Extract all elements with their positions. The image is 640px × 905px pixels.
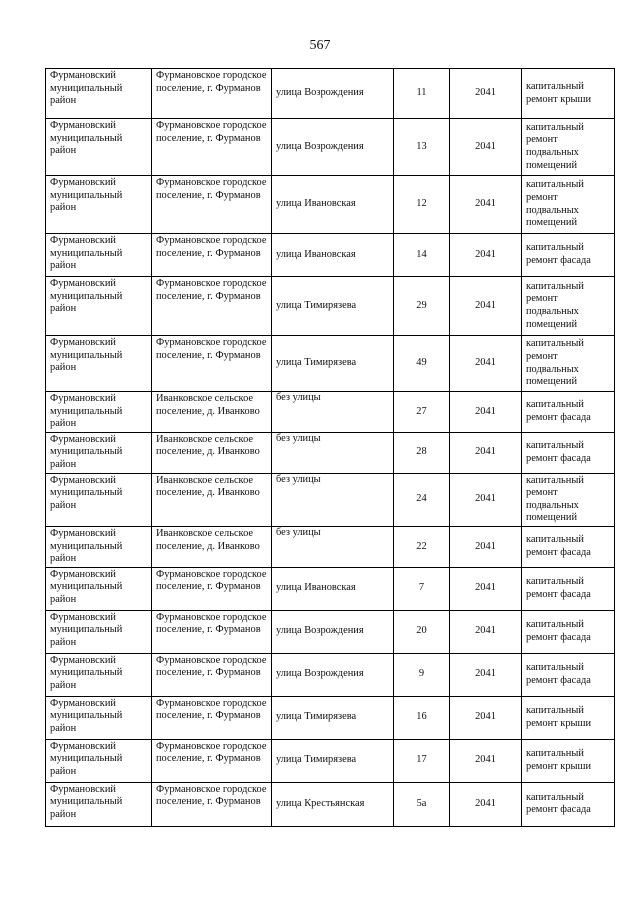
settlement-cell: Фурмановское городское поселение, г. Фурманов — [152, 119, 272, 176]
street-cell: улица Ивановская — [272, 567, 394, 610]
settlement-cell: Фурмановское городское поселение, г. Фурманов — [152, 567, 272, 610]
house-cell: 16 — [394, 696, 450, 739]
settlement-cell: Фурмановское городское поселение, г. Фурманов — [152, 653, 272, 696]
year-cell: 2041 — [450, 526, 522, 567]
street-cell: без улицы — [272, 473, 394, 526]
district-cell: Фурмановский муниципальный район — [46, 782, 152, 826]
district-cell: Фурмановский муниципальный район — [46, 739, 152, 782]
house-cell: 9 — [394, 653, 450, 696]
street-cell: улица Ивановская — [272, 234, 394, 277]
settlement-cell: Фурмановское городское поселение, г. Фурманов — [152, 739, 272, 782]
page-number: 567 — [309, 38, 331, 53]
district-cell: Фурмановский муниципальный район — [46, 119, 152, 176]
work-cell: капитальный ремонт подвальных помещений — [522, 119, 615, 176]
district-cell: Фурмановский муниципальный район — [46, 69, 152, 119]
house-cell: 14 — [394, 234, 450, 277]
table-row — [46, 567, 615, 610]
district-cell: Фурмановский муниципальный район — [46, 696, 152, 739]
table-row — [46, 234, 615, 277]
street-cell: улица Крестьянская — [272, 782, 394, 826]
year-cell: 2041 — [450, 392, 522, 433]
year-cell: 2041 — [450, 782, 522, 826]
district-cell: Фурмановский муниципальный район — [46, 392, 152, 433]
year-cell: 2041 — [450, 432, 522, 473]
house-cell: 17 — [394, 739, 450, 782]
house-cell: 28 — [394, 432, 450, 473]
table-row — [46, 696, 615, 739]
street-cell: улица Возрождения — [272, 119, 394, 176]
house-cell: 7 — [394, 567, 450, 610]
table-row — [46, 336, 615, 392]
table-row — [46, 653, 615, 696]
year-cell: 2041 — [450, 567, 522, 610]
year-cell: 2041 — [450, 610, 522, 653]
house-cell: 22 — [394, 526, 450, 567]
street-cell: улица Возрождения — [272, 653, 394, 696]
year-cell: 2041 — [450, 234, 522, 277]
settlement-cell: Фурмановское городское поселение, г. Фурманов — [152, 336, 272, 392]
district-cell: Фурмановский муниципальный район — [46, 653, 152, 696]
year-cell: 2041 — [450, 653, 522, 696]
repair-schedule-table — [45, 68, 615, 827]
street-cell: улица Тимирязева — [272, 277, 394, 336]
district-cell: Фурмановский муниципальный район — [46, 176, 152, 234]
district-cell: Фурмановский муниципальный район — [46, 610, 152, 653]
settlement-cell: Фурмановское городское поселение, г. Фурманов — [152, 696, 272, 739]
house-cell: 13 — [394, 119, 450, 176]
district-cell: Фурмановский муниципальный район — [46, 567, 152, 610]
work-cell: капитальный ремонт фасада — [522, 392, 615, 433]
work-cell: капитальный ремонт крыши — [522, 739, 615, 782]
house-cell: 49 — [394, 336, 450, 392]
house-cell: 29 — [394, 277, 450, 336]
settlement-cell: Иванковское сельское поселение, д. Иванково — [152, 432, 272, 473]
table-row — [46, 610, 615, 653]
work-cell: капитальный ремонт фасада — [522, 432, 615, 473]
settlement-cell: Иванковское сельское поселение, д. Иванково — [152, 392, 272, 433]
year-cell: 2041 — [450, 473, 522, 526]
table-body — [46, 69, 615, 827]
table-row — [46, 392, 615, 433]
street-cell: улица Возрождения — [272, 69, 394, 119]
year-cell: 2041 — [450, 336, 522, 392]
work-cell: капитальный ремонт крыши — [522, 696, 615, 739]
district-cell: Фурмановский муниципальный район — [46, 277, 152, 336]
settlement-cell: Фурмановское городское поселение, г. Фурманов — [152, 610, 272, 653]
table-row — [46, 69, 615, 119]
work-cell: капитальный ремонт фасада — [522, 653, 615, 696]
year-cell: 2041 — [450, 696, 522, 739]
district-cell: Фурмановский муниципальный район — [46, 234, 152, 277]
settlement-cell: Иванковское сельское поселение, д. Иванково — [152, 526, 272, 567]
work-cell: капитальный ремонт подвальных помещений — [522, 473, 615, 526]
street-cell: улица Тимирязева — [272, 336, 394, 392]
house-cell: 12 — [394, 176, 450, 234]
house-cell: 24 — [394, 473, 450, 526]
work-cell: капитальный ремонт подвальных помещений — [522, 277, 615, 336]
street-cell: улица Ивановская — [272, 176, 394, 234]
work-cell: капитальный ремонт фасада — [522, 782, 615, 826]
table-row — [46, 526, 615, 567]
year-cell: 2041 — [450, 739, 522, 782]
street-cell: улица Тимирязева — [272, 696, 394, 739]
house-cell: 11 — [394, 69, 450, 119]
table-row — [46, 432, 615, 473]
district-cell: Фурмановский муниципальный район — [46, 336, 152, 392]
street-cell: улица Тимирязева — [272, 739, 394, 782]
district-cell: Фурмановский муниципальный район — [46, 473, 152, 526]
settlement-cell: Фурмановское городское поселение, г. Фурманов — [152, 176, 272, 234]
settlement-cell: Фурмановское городское поселение, г. Фурманов — [152, 234, 272, 277]
house-cell: 20 — [394, 610, 450, 653]
work-cell: капитальный ремонт фасада — [522, 610, 615, 653]
work-cell: капитальный ремонт подвальных помещений — [522, 336, 615, 392]
street-cell: без улицы — [272, 392, 394, 433]
year-cell: 2041 — [450, 69, 522, 119]
district-cell: Фурмановский муниципальный район — [46, 432, 152, 473]
street-cell: без улицы — [272, 432, 394, 473]
house-cell: 27 — [394, 392, 450, 433]
table-row — [46, 782, 615, 826]
settlement-cell: Иванковское сельское поселение, д. Иванково — [152, 473, 272, 526]
work-cell: капитальный ремонт подвальных помещений — [522, 176, 615, 234]
work-cell: капитальный ремонт фасада — [522, 567, 615, 610]
work-cell: капитальный ремонт фасада — [522, 234, 615, 277]
year-cell: 2041 — [450, 277, 522, 336]
street-cell: без улицы — [272, 526, 394, 567]
street-cell: улица Возрождения — [272, 610, 394, 653]
year-cell: 2041 — [450, 119, 522, 176]
work-cell: капитальный ремонт фасада — [522, 526, 615, 567]
work-cell: капитальный ремонт крыши — [522, 69, 615, 119]
house-cell: 5а — [394, 782, 450, 826]
table-row — [46, 277, 615, 336]
settlement-cell: Фурмановское городское поселение, г. Фурманов — [152, 277, 272, 336]
settlement-cell: Фурмановское городское поселение, г. Фурманов — [152, 69, 272, 119]
table-row — [46, 739, 615, 782]
district-cell: Фурмановский муниципальный район — [46, 526, 152, 567]
table-row — [46, 176, 615, 234]
table-row — [46, 119, 615, 176]
settlement-cell: Фурмановское городское поселение, г. Фурманов — [152, 782, 272, 826]
year-cell: 2041 — [450, 176, 522, 234]
table-row — [46, 473, 615, 526]
